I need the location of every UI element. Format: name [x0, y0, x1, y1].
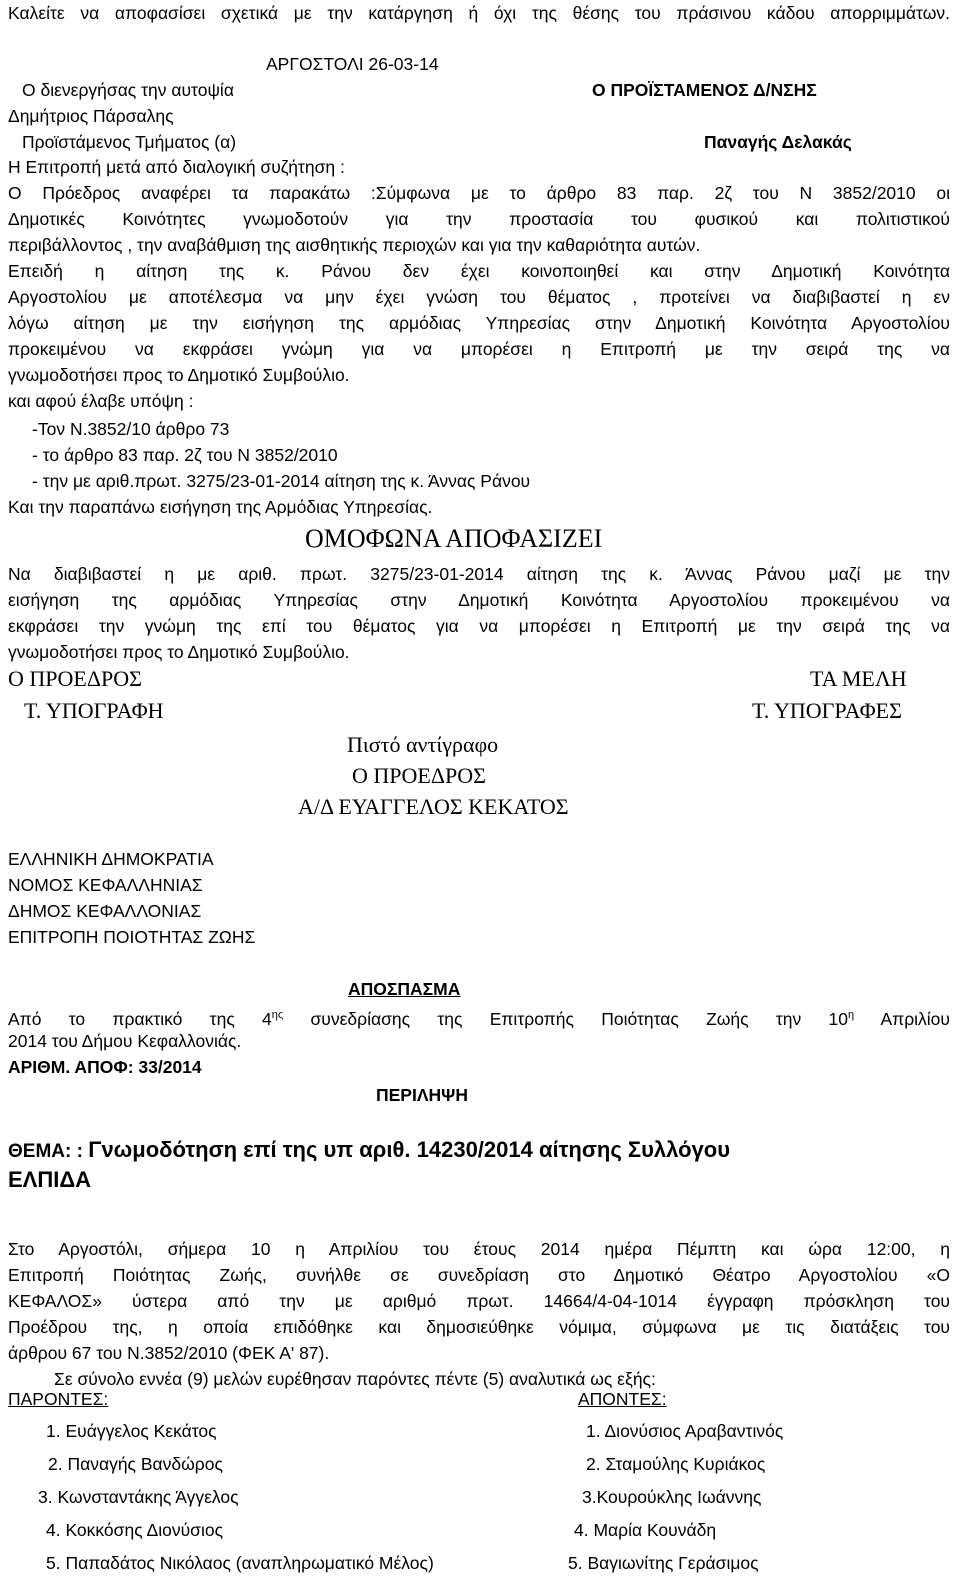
- absent-member: 1. Διονύσιος Αραβαντινός: [586, 1421, 784, 1441]
- author-name: Δημήτριος Πάρσαλης: [8, 106, 174, 126]
- committee-line: Η Επιτροπή μετά από διαλογική συζήτηση :: [8, 157, 345, 177]
- absent-member: 4. Μαρία Κουνάδη: [574, 1520, 717, 1540]
- subject-line: [8, 1136, 730, 1166]
- head-name: Παναγής Δελακάς: [704, 132, 852, 152]
- proposal-line: Και την παραπάνω εισήγηση της Αρμόδιας Υπηρεσίας.: [8, 497, 433, 517]
- present-member: 5. Παπαδάτος Νικόλαος (αναπληρωματικό Μέλος): [46, 1553, 434, 1573]
- present-member: 3. Κωνσταντάκης Άγγελος: [38, 1487, 239, 1507]
- letterhead-line: ΝΟΜΟΣ ΚΕΦΑΛΛΗΝΙΑΣ: [8, 875, 203, 895]
- true-copy-name: Α/Δ ΕΥΑΓΓΕΛΟΣ ΚΕΚΑΤΟΣ: [298, 794, 569, 819]
- president-label: Ο ΠΡΟΕΔΡΟΣ: [8, 666, 142, 691]
- absent-member: 2. Σταμούλης Κυριάκος: [586, 1454, 766, 1474]
- para1-line: Δημοτικές Κοινότητες γνωμοδοτούν για την προστασία του φυσικού και πολιτιστικού: [8, 209, 950, 229]
- meeting-line: Προέδρου της, η οποία επιδόθηκε και δημοσιεύθηκε νόμιμα, σύμφωνα με τις διατάξεις του: [8, 1317, 950, 1337]
- author-label: Ο διενεργήσας την αυτοψία: [22, 80, 234, 100]
- decision-number: ΑΡΙΘΜ. ΑΠΟΦ: 33/2014: [8, 1057, 202, 1077]
- absent-label: ΑΠΟΝΤΕΣ:: [578, 1389, 667, 1409]
- para2-line: λόγω αίτηση με την εισήγηση της αρμόδιας Υπηρεσίας στην Δημοτική Κοινότητα Αργοστολίου: [8, 313, 950, 333]
- para2-line: γνωμοδοτήσει προς το Δημοτικό Συμβούλιο.: [8, 365, 350, 385]
- author-title: Προϊστάμενος Τμήματος (α): [22, 132, 237, 152]
- true-copy-title: Ο ΠΡΟΕΔΡΟΣ: [352, 763, 486, 788]
- absent-member: 3.Κουρούκλης Ιωάννης: [582, 1487, 762, 1507]
- letterhead-line: ΔΗΜΟΣ ΚΕΦΑΛΛΟΝΙΑΣ: [8, 901, 202, 921]
- present-label: ΠΑΡΟΝΤΕΣ:: [8, 1389, 109, 1409]
- ordinal-suffix: ης: [271, 1009, 284, 1021]
- present-member: 2. Παναγής Βανδώρος: [48, 1454, 223, 1474]
- minutes-line: Από το πρακτικό της $4^{\eta\varsigma}$ συνεδρίασης της Επιτροπής Ποιότητας Ζωής την $10^\eta$ Απριλίου: [8, 1009, 950, 1029]
- meeting-line: Στο Αργοστόλι, σήμερα 10 η Απριλίου του έτους 2014 ημέρα Πέμπτη και ώρα 12:00, η: [8, 1239, 950, 1259]
- para2-line: Αργοστολίου με αποτέλεσμα να μην έχει γνώση του θέματος , προτείνει να διαβιβαστεί η εν: [8, 287, 950, 307]
- place-date: ΑΡΓΟΣΤΟΛΙ 26-03-14: [266, 54, 439, 74]
- decision-line: Να διαβιβαστεί η με αριθ. πρωτ. 3275/23-01-2014 αίτηση της κ. Άννας Ράνου μαζί με την: [8, 564, 950, 584]
- present-member: 1. Ευάγγελος Κεκάτος: [46, 1421, 217, 1441]
- meeting-line: Επιτροπή Ποιότητας Ζωής, συνήλθε σε συνεδρίαση στο Δημοτικό Θέατρο Αργοστολίου «Ο: [8, 1265, 950, 1285]
- intro-paragraph: Καλείτε να αποφασίσει σχετικά με την κατάργηση ή όχι της θέσης του πράσινου κάδου απορριμμάτων.: [8, 3, 950, 23]
- subject-line2: ΕΛΠΙΔΑ: [8, 1167, 92, 1192]
- decision-heading: ΟΜΟΦΩΝΑ ΑΠΟΦΑΣΙΖΕΙ: [305, 524, 603, 553]
- para1-line: Ο Πρόεδρος αναφέρει τα παρακάτω :Σύμφωνα με το άρθρο 83 παρ. 2ζ του Ν 3852/2010 οι: [8, 183, 950, 203]
- subject-text: Γνωμοδότηση επί της υπ αριθ. 14230/2014 αίτησης Συλλόγου: [88, 1137, 731, 1162]
- absent-member: 5. Βαγιωνίτης Γεράσιμος: [568, 1553, 759, 1573]
- decision-line: εισήγηση της αρμόδιας Υπηρεσίας στην Δημοτική Κοινότητα Αργοστολίου προκειμένου να: [8, 590, 950, 610]
- letterhead-line: ΕΠΙΤΡΟΠΗ ΠΟΙΟΤΗΤΑΣ ΖΩΗΣ: [8, 927, 256, 947]
- present-member: 4. Κοκκόσης Διονύσιος: [46, 1520, 224, 1540]
- minutes-line: 2014 του Δήμου Κεφαλλονιάς.: [8, 1031, 242, 1051]
- consideration-item: - το άρθρο 83 παρ. 2ζ του Ν 3852/2010: [32, 445, 338, 465]
- meeting-line: ΚΕΦΑΛΟΣ» ύστερα από την με αριθμό πρωτ. 14664/4-04-1014 έγγραφη πρόσκληση του: [8, 1291, 950, 1311]
- subject-label: ΘΕΜΑ: :: [8, 1141, 83, 1162]
- summary-title: ΠΕΡΙΛΗΨΗ: [376, 1085, 468, 1105]
- extract-title: ΑΠΟΣΠΑΣΜΑ: [348, 979, 461, 999]
- true-copy-label: Πιστό αντίγραφο: [347, 732, 499, 757]
- ordinal-suffix: η: [848, 1009, 855, 1021]
- signature-label: Τ. ΥΠΟΓΡΑΦΗ: [24, 698, 164, 723]
- considering-label: και αφού έλαβε υπόψη :: [8, 391, 194, 411]
- signatures-label: Τ. ΥΠΟΓΡΑΦΕΣ: [752, 698, 902, 723]
- members-label: ΤΑ ΜΕΛΗ: [810, 666, 907, 691]
- decision-line: εκφράσει την γνώμη της επί του θέματος για να μπορέσει η Επιτροπή με την σειρά της να: [8, 616, 950, 636]
- para2-line: Επειδή η αίτηση της κ. Ράνου δεν έχει κοινοποιηθεί και στην Δημοτική Κοινότητα: [8, 261, 950, 281]
- meeting-line: άρθρου 67 του Ν.3852/2010 (ΦΕΚ Α' 87).: [8, 1343, 330, 1363]
- letterhead-line: ΕΛΛΗΝΙΚΗ ΔΗΜΟΚΡΑΤΙΑ: [8, 849, 214, 869]
- para1-line: περιβάλλοντος , την αναβάθμιση της αισθητικής περιοχών και για την καθαριότητα αυτών.: [8, 235, 701, 255]
- head-label: Ο ΠΡΟΪΣΤΑΜΕΝΟΣ Δ/ΝΣΗΣ: [592, 80, 817, 100]
- consideration-item: - την με αριθ.πρωτ. 3275/23-01-2014 αίτηση της κ. Άννας Ράνου: [32, 471, 531, 491]
- para2-line: προκειμένου να εκφράσει γνώμη για να μπορέσει η Επιτροπή με την σειρά της να: [8, 339, 950, 359]
- decision-line: γνωμοδοτήσει προς το Δημοτικό Συμβούλιο.: [8, 642, 350, 662]
- quorum-line: Σε σύνολο εννέα (9) μελών ευρέθησαν παρόντες πέντε (5) αναλυτικά ως εξής:: [54, 1369, 656, 1389]
- consideration-item: -Τον Ν.3852/10 άρθρο 73: [32, 419, 230, 439]
